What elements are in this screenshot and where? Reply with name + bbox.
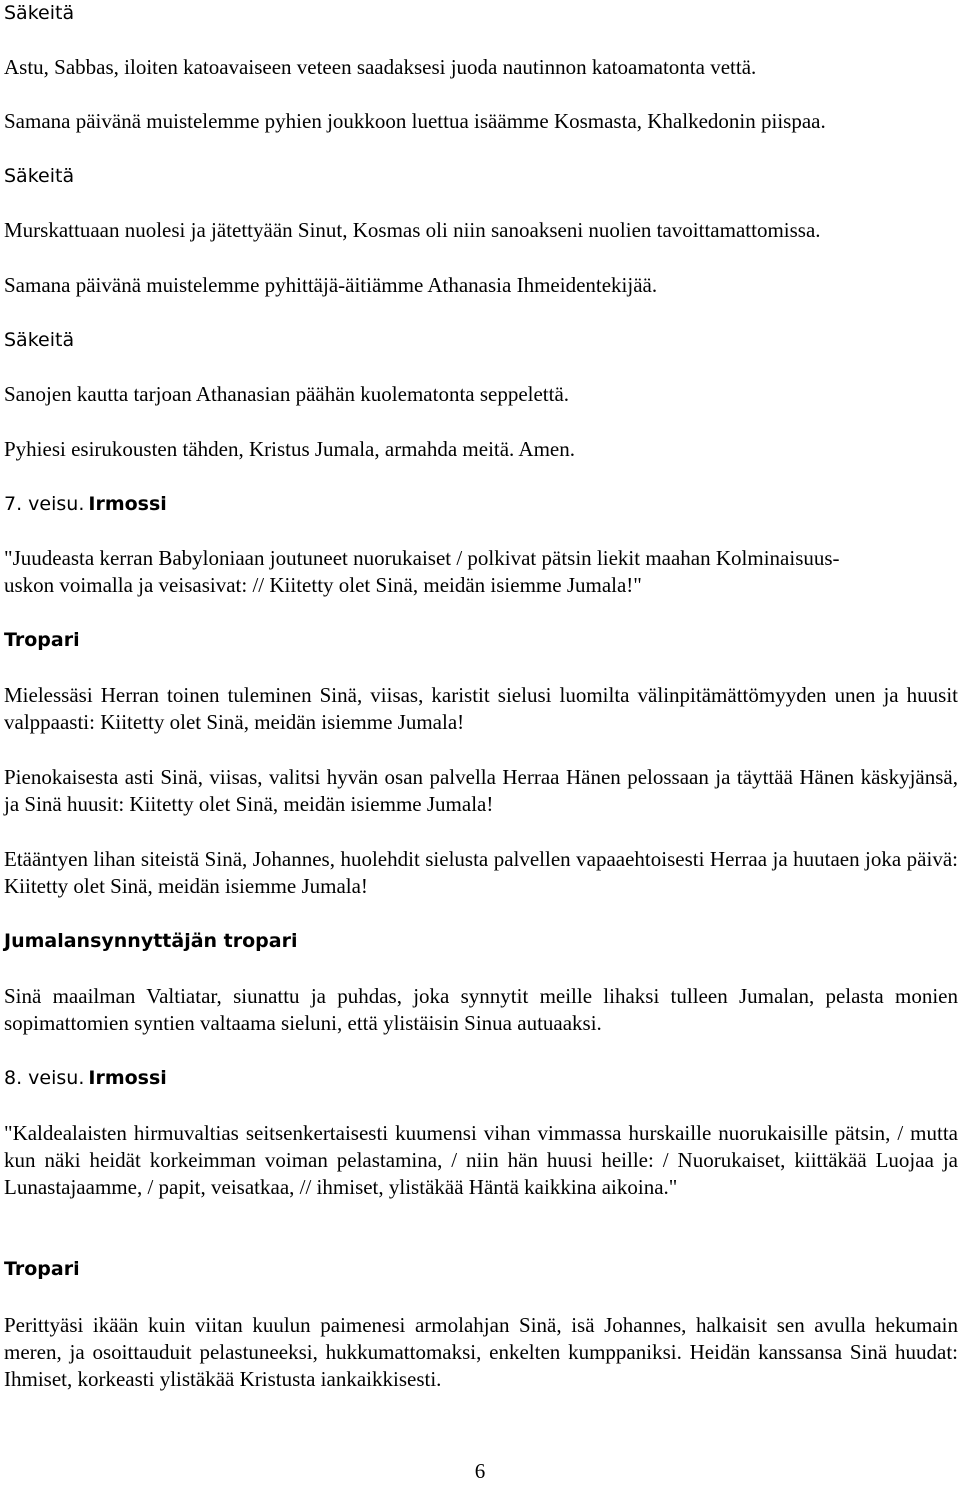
troparion-heading: Tropari xyxy=(4,1258,80,1280)
page-number: 6 xyxy=(474,1459,486,1483)
irmos-label: Irmossi xyxy=(88,493,167,515)
irmos-label: Irmossi xyxy=(88,1067,167,1089)
commemoration-text: Samana päivänä muistelemme pyhien joukkoon luettua isäämme Kosmasta, Khalkedonin piispaa. xyxy=(4,109,826,133)
section-heading: Säkeitä xyxy=(4,165,75,187)
commemoration-text: Samana päivänä muistelemme pyhittäjä-äitiämme Athanasia Ihmeidentekijää. xyxy=(4,273,658,297)
ode-label: 7. veisu. xyxy=(4,493,85,515)
verse-text: Astu, Sabbas, iloiten katoavaiseen veteen saadaksesi juoda nautinnon katoamatonta vettä. xyxy=(4,55,757,79)
irmos-text-line: "Juudeasta kerran Babyloniaan joutuneet nuorukaiset / polkivat pätsin liekit maahan Kolminaisuus- xyxy=(4,546,840,570)
troparion-text: Pienokaisesta asti Sinä, viisas, valitsi hyvän osan palvella Herraa Hänen pelossaan ja täyttää Hänen käskyjänsä, ja Sinä huusit: Kiitetty olet Sinä, meidän isiemme Jumala! xyxy=(4,765,958,816)
section-heading: Säkeitä xyxy=(4,329,75,351)
verse-text: Murskattuaan nuolesi ja jätettyään Sinut, Kosmas oli niin sanoakseni nuolien tavoittamattomissa. xyxy=(4,218,821,242)
troparion-text: Perittyäsi ikään kuin viitan kuulun paimenesi armolahjan Sinä, isä Johannes, halkaisit sen avulla hekumain meren, ja osoittauduit pelastuneeksi, hukkumattomaksi, enkelten kumppaniksi. Heidän kanssansa Sinä huudat: Ihmiset, korkeasti ylistäkää Kristusta iankaikkisesti. xyxy=(4,1313,958,1391)
theotokion-text: Sinä maailman Valtiatar, siunattu ja puhdas, joka synnytit meille lihaksi tulleen Jumalan, pelasta monien sopimattomien syntien valtaama sieluni, että ylistäisin Sinua autuaaksi. xyxy=(4,984,958,1035)
irmos-text: "Kaldealaisten hirmuvaltias seitsenkertaisesti kuumensi vihan vimmassa hurskaille nuorukaisille pätsin, / mutta kun näki heidät korkeimman voiman pelastamina, / niin hän huusi heille: / Nuorukaiset, kiittäkää Luojaa ja Lunastajaamme, / papit, veisatkaa, // ihmiset, ylistäkää Häntä kaikkina aikoina." xyxy=(4,1121,958,1199)
theotokion-heading: Jumalansynnyttäjän tropari xyxy=(4,930,298,952)
ode-label: 8. veisu. xyxy=(4,1067,85,1089)
prayer-text: Pyhiesi esirukousten tähden, Kristus Jumala, armahda meitä. Amen. xyxy=(4,437,575,461)
troparion-text: Etääntyen lihan siteistä Sinä, Johannes, huolehdit sielusta palvellen vapaaehtoisesti Herraa ja huutaen joka päivä: Kiitetty olet Sinä, meidän isiemme Jumala! xyxy=(4,847,958,898)
troparion-heading: Tropari xyxy=(4,629,80,651)
section-heading: Säkeitä xyxy=(4,2,75,24)
troparion-text: Mielessäsi Herran toinen tuleminen Sinä, viisas, karistit sielusi luomilta välinpitämättömyyden unen ja huusit valppaasti: Kiitetty olet Sinä, meidän isiemme Jumala! xyxy=(4,683,958,734)
irmos-text-line: uskon voimalla ja veisasivat: // Kiitetty olet Sinä, meidän isiemme Jumala!" xyxy=(4,573,642,597)
verse-text: Sanojen kautta tarjoan Athanasian päähän kuolematonta seppelettä. xyxy=(4,382,570,406)
ode-heading xyxy=(4,1065,167,1092)
ode-heading xyxy=(4,491,167,518)
